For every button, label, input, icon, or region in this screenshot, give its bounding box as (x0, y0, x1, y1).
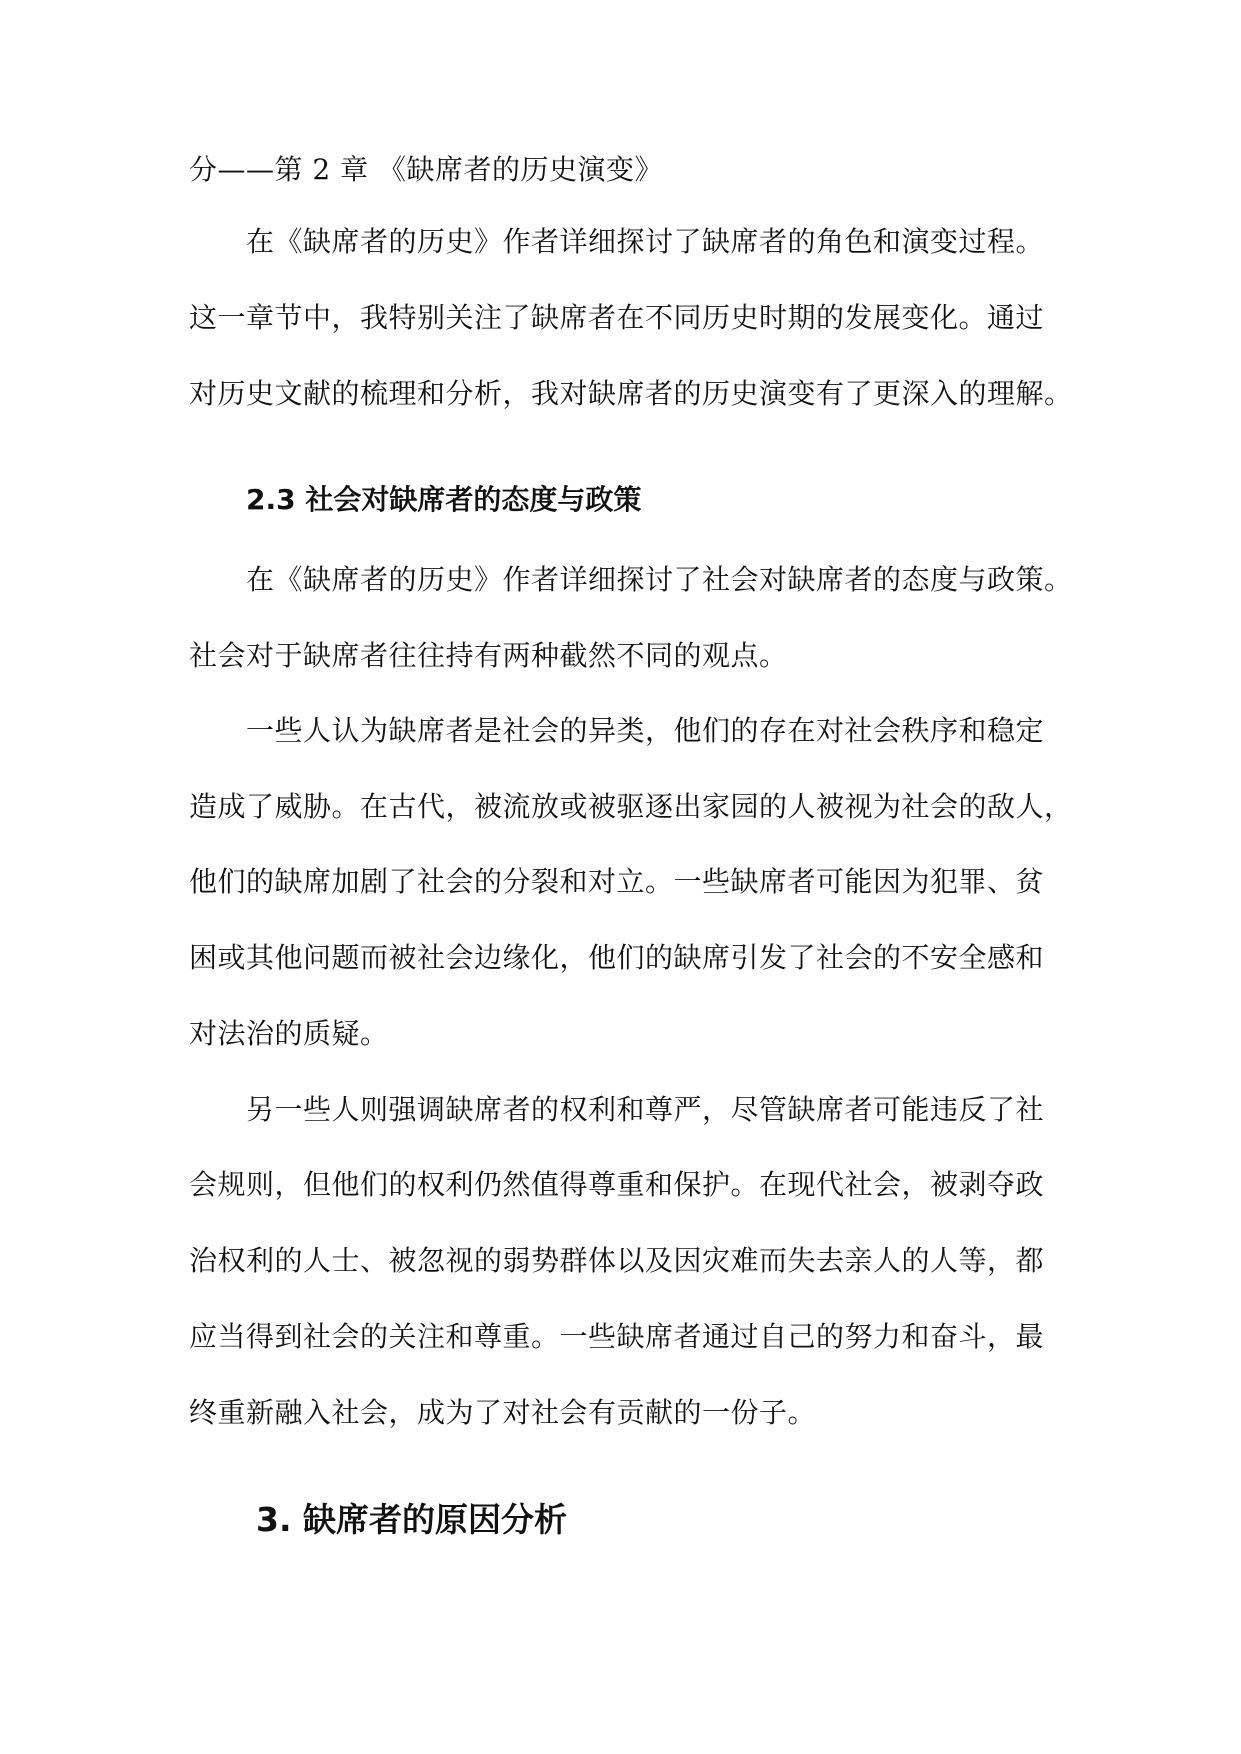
paragraph-line: 对历史文献的梳理和分析，我对缺席者的历史演变有了更深入的理解。 (189, 377, 1073, 410)
paragraph-line: 社会对于缺席者往往持有两种截然不同的观点。 (189, 639, 788, 672)
section-heading-2-3: 2.3 社会对缺席者的态度与政策 (246, 483, 642, 516)
paragraph-line: 这一章节中，我特别关注了缺席者在不同历史时期的发展变化。通过 (189, 301, 1045, 334)
paragraph-line: 应当得到社会的关注和尊重。一些缺席者通过自己的努力和奋斗，最 (189, 1320, 1045, 1353)
paragraph-line: 对法治的质疑。 (189, 1017, 389, 1050)
paragraph-line: 他们的缺席加剧了社会的分裂和对立。一些缺席者可能因为犯罪、贫 (189, 865, 1045, 898)
paragraph-line: 在《缺席者的历史》作者详细探讨了缺席者的角色和演变过程。 (246, 225, 1045, 258)
paragraph-line: 在《缺席者的历史》作者详细探讨了社会对缺席者的态度与政策。 (246, 563, 1073, 596)
paragraph-line: 造成了威胁。在古代，被流放或被驱逐出家园的人被视为社会的敌人， (189, 790, 1073, 823)
section-heading-3: 3. 缺席者的原因分析 (256, 1500, 567, 1539)
paragraph-line: 治权利的人士、被忽视的弱势群体以及因灾难而失去亲人的人等，都 (189, 1244, 1045, 1277)
paragraph-line: 困或其他问题而被社会边缘化，他们的缺席引发了社会的不安全感和 (189, 941, 1045, 974)
paragraph-line: 会规则，但他们的权利仍然值得尊重和保护。在现代社会，被剥夺政 (189, 1168, 1045, 1201)
paragraph-line: 另一些人则强调缺席者的权利和尊严，尽管缺席者可能违反了社 (246, 1093, 1045, 1126)
chapter-reference-line: 分——第 2 章 《缺席者的历史演变》 (189, 153, 664, 186)
paragraph-line: 一些人认为缺席者是社会的异类，他们的存在对社会秩序和稳定 (246, 714, 1045, 747)
paragraph-line: 终重新融入社会，成为了对社会有贡献的一份子。 (189, 1396, 817, 1429)
